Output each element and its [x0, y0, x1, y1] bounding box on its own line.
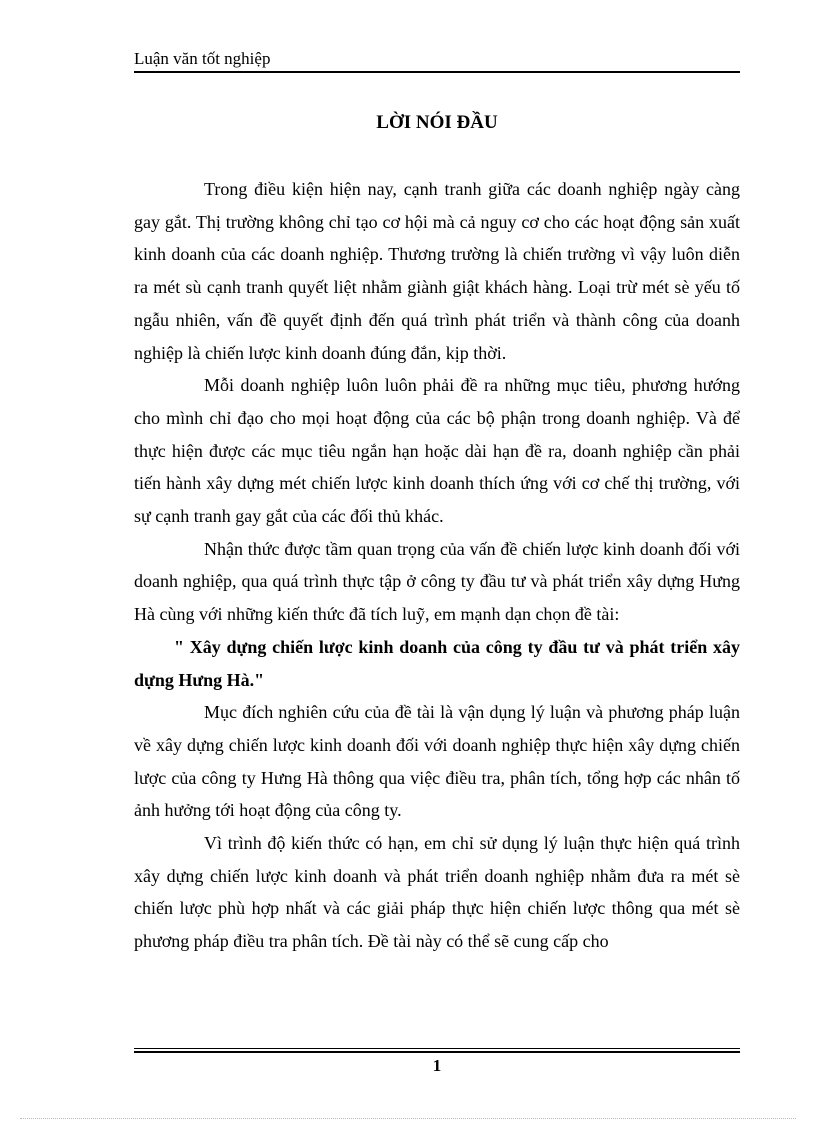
footer-rule-thick — [134, 1051, 740, 1053]
page-title: LỜI NÓI ĐẦU — [376, 112, 498, 133]
paragraph-scope: Vì trình độ kiến thức có hạn, em chỉ sử dụng lý luận thực hiện quá trình xây dựng chiến lược kinh doanh và phát triển doanh nghiệp nhằm đưa ra mét sè chiến lược phù hợp nhất và các giải pháp thực hiện chiến lược thông qua mét sè phương pháp điều tra phân tích. Đề tài này có thể sẽ cung cấp cho — [134, 833, 740, 952]
document-body — [134, 173, 740, 958]
paragraph-motivation: Nhận thức được tầm quan trọng của vấn đề chiến lược kinh doanh đối với doanh nghiệp, qua quá trình thực tập ở công ty đầu tư và phát triển xây dựng Hưng Hà cùng với những kiến thức đã tích luỹ, em mạnh dạn chọn đề tài: — [134, 538, 740, 625]
footer-rule-thin — [134, 1048, 740, 1049]
running-header: Luận văn tốt nghiệp — [134, 49, 271, 68]
header-rule — [134, 71, 740, 73]
paragraph-goals: Mỗi doanh nghiệp luôn luôn phải đề ra những mục tiêu, phương hướng cho mình chỉ đạo cho mọi hoạt động của các bộ phận trong doanh nghiệp. Và để thực hiện được các mục tiêu ngắn hạn hoặc dài hạn đề ra, doanh nghiệp cần phải tiến hành xây dựng mét chiến lược kinh doanh thích ứng với cơ chế thị trường, với sự cạnh tranh gay gắt của các đối thủ khác. — [134, 375, 740, 527]
page-number: 1 — [432, 1056, 442, 1075]
paragraph-purpose: Mục đích nghiên cứu của đề tài là vận dụng lý luận và phương pháp luận về xây dựng chiến lược kinh doanh đối với doanh nghiệp thực hiện xây dựng chiến lược của công ty Hưng Hà thông qua việc điều tra, phân tích, tổng hợp các nhân tố ảnh hưởng tới hoạt động của công ty. — [134, 702, 740, 821]
paragraph-intro: Trong điều kiện hiện nay, cạnh tranh giữa các doanh nghiệp ngày càng gay gắt. Thị trường không chỉ tạo cơ hội mà cả nguy cơ cho các hoạt động sản xuất kinh doanh của các doanh nghiệp. Thương trường là chiến trường vì vậy luôn diễn ra mét sù cạnh tranh quyết liệt nhằm giành giật khách hàng. Loại trừ mét sè yếu tố ngẫu nhiên, vấn đề quyết định đến quá trình phát triển và thành công của doanh nghiệp là chiến lược kinh doanh đúng đắn, kịp thời. — [134, 179, 740, 363]
thesis-topic: " Xây dựng chiến lược kinh doanh của công ty đầu tư và phát triển xây dựng Hưng Hà." — [134, 636, 740, 690]
page-edge-divider — [20, 1118, 796, 1119]
